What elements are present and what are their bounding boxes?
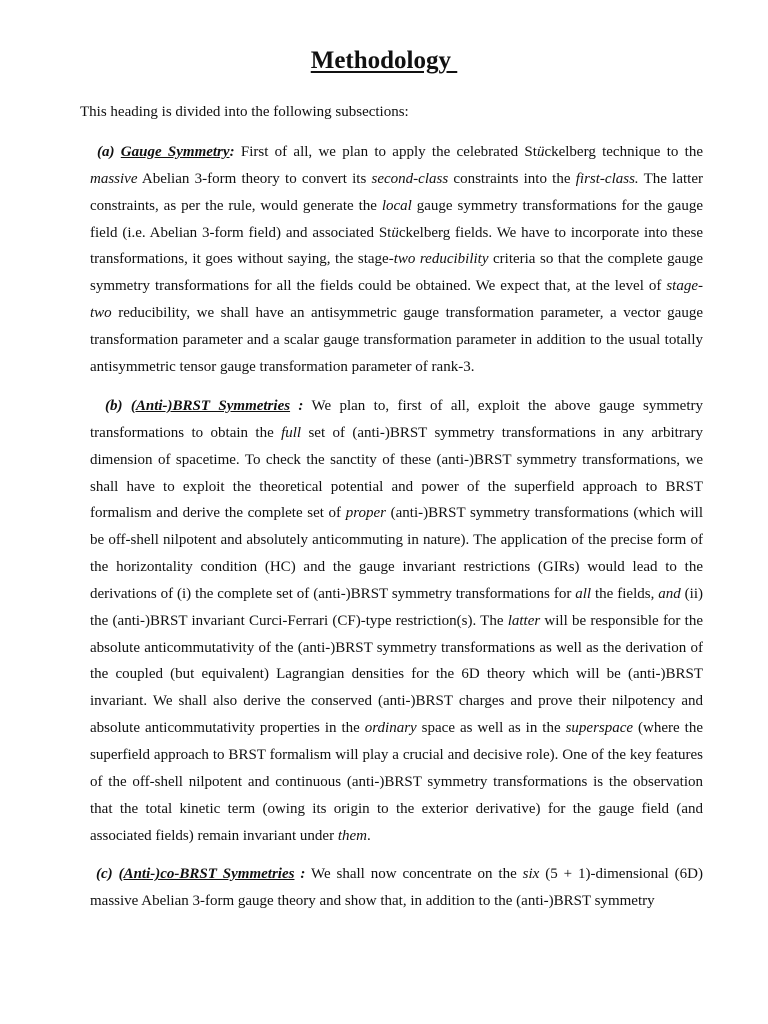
- section-b-label: (b): [105, 398, 131, 414]
- section-a-colon: :: [229, 144, 235, 160]
- section-c-label: (c): [96, 866, 119, 882]
- section-b-colon: :: [290, 398, 304, 414]
- page-title: Methodology: [310, 47, 458, 74]
- section-a-heading: Gauge Symmetry: [120, 144, 230, 160]
- section-gauge-symmetry: (a) Gauge Symmetry: First of all, we plan to apply the celebrated Stückelberg technique to the massive Abelian 3-form theory to convert its second-class constraints into the first-class. The latter constraints, as per the rule, would generate the local gauge symmetry transformations for the gauge field (i.e. Abelian 3-form field) and associated Stückelberg fields. We have to incorporate into these transformations, it goes without saying, the stage-two reducibility criteria so that the complete gauge symmetry transformations for all the fields could be obtained. We expect that, at the level of stage-two reducibility, we shall have an antisymmetric gauge transformation parameter, a vector gauge transformation parameter and a scalar gauge transformation parameter in addition to the usual totally antisymmetric tensor gauge transformation parameter of rank-3.: [90, 144, 703, 375]
- section-a-label: (a): [97, 144, 121, 160]
- intro-paragraph: This heading is divided into the following subsections:: [80, 104, 409, 120]
- section-anti-co-brst-symmetries: (c) (Anti-)co-BRST Symmetries : We shall now concentrate on the six (5 + 1)-dimensional (6D) massive Abelian 3-form gauge theory and show that, in addition to the (anti-)BRST symmetry: [90, 866, 704, 909]
- section-anti-brst-symmetries: (b) (Anti-)BRST Symmetries : We plan to, first of all, exploit the above gauge symmetry transformations to obtain the full set of (anti-)BRST symmetry transformations in any arbitrary dimension of spacetime. To check the sanctity of these (anti-)BRST symmetry transformations, we shall have to exploit the theoretical potential and power of the superfield approach to BRST formalism and derive the complete set of proper (anti-)BRST symmetry transformations (which will be off-shell nilpotent and absolutely anticommuting in nature). The application of the precise form of the horizontality condition (HC) and the gauge invariant restrictions (GIRs) would lead to the derivations of (i) the complete set of (anti-)BRST symmetry transformations for all the fields, and (ii) the (anti-)BRST invariant Curci-Ferrari (CF)-type restriction(s). The latter will be responsible for the absolute anticommutativity of the (anti-)BRST symmetry transformations as well as the derivation of the coupled (but equivalent) Lagrangian densities for the 6D theory which will be (anti-)BRST invariant. We shall also derive the conserved (anti-)BRST charges and prove their nilpotency and absolute anticommutativity properties in the ordinary space as well as in the superspace (where the superfield approach to BRST formalism will play a crucial and decisive role). One of the key features of the off-shell nilpotent and continuous (anti-)BRST symmetry transformations is the observation that the total kinetic term (owing its origin to the exterior derivative) for the gauge field (and associated fields) remain invariant under them.: [90, 398, 704, 844]
- section-c-colon: :: [294, 866, 306, 882]
- section-c-heading: (Anti-)co-BRST Symmetries: [118, 866, 295, 882]
- section-b-heading: (Anti-)BRST Symmetries: [130, 398, 291, 414]
